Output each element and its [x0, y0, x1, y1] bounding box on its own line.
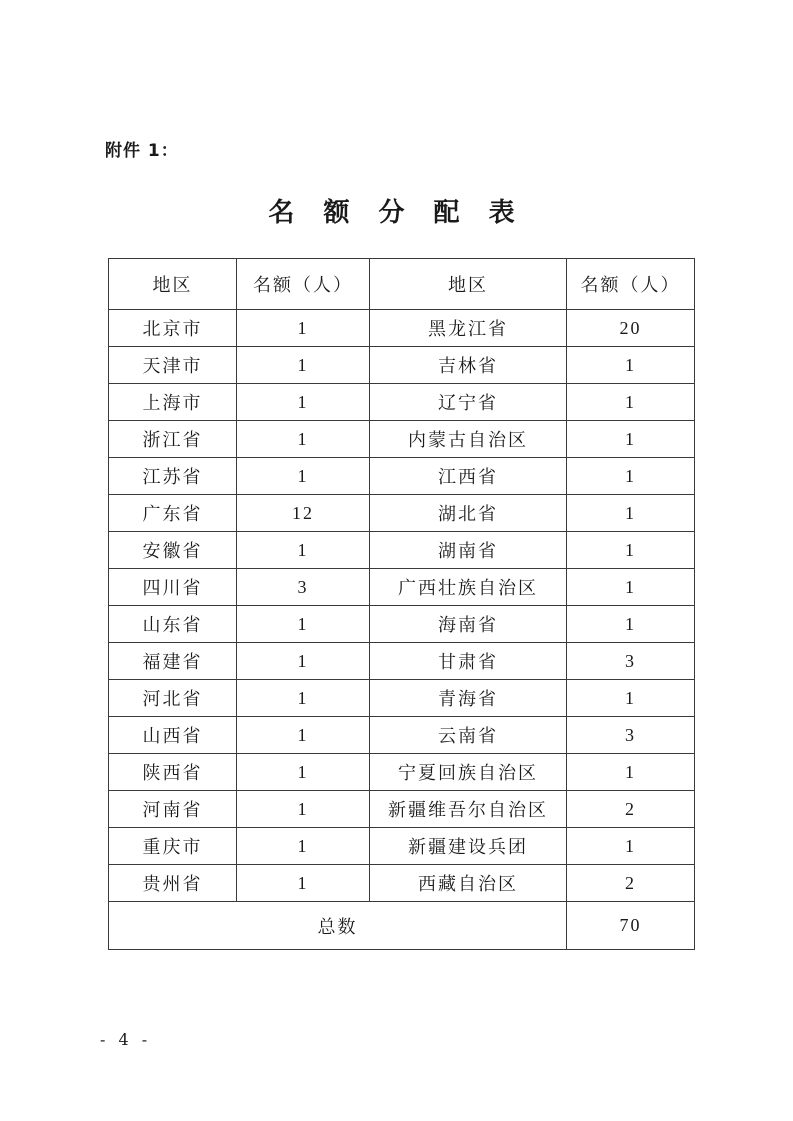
- table-header-row: [109, 259, 695, 310]
- region-cell: 江苏省: [109, 458, 237, 495]
- region-cell: 广东省: [109, 495, 237, 532]
- quota-cell: 1: [567, 569, 695, 606]
- quota-cell: 1: [237, 421, 370, 458]
- region-cell: 黑龙江省: [370, 310, 567, 347]
- table-row: [109, 791, 695, 828]
- quota-cell: 1: [567, 347, 695, 384]
- region-cell: 湖南省: [370, 532, 567, 569]
- table-row: [109, 865, 695, 902]
- header-region-2: 地区: [370, 259, 567, 310]
- quota-cell: 1: [237, 717, 370, 754]
- region-cell: 广西壮族自治区: [370, 569, 567, 606]
- total-label: 总数: [109, 902, 567, 950]
- quota-cell: 20: [567, 310, 695, 347]
- table-row: [109, 680, 695, 717]
- quota-cell: 1: [237, 606, 370, 643]
- quota-cell: 1: [237, 754, 370, 791]
- quota-cell: 1: [567, 384, 695, 421]
- quota-cell: 1: [567, 754, 695, 791]
- region-cell: 安徽省: [109, 532, 237, 569]
- region-cell: 福建省: [109, 643, 237, 680]
- quota-cell: 1: [237, 458, 370, 495]
- table-row: [109, 532, 695, 569]
- region-cell: 云南省: [370, 717, 567, 754]
- region-cell: 北京市: [109, 310, 237, 347]
- quota-cell: 1: [237, 384, 370, 421]
- table-row: [109, 384, 695, 421]
- quota-cell: 1: [567, 458, 695, 495]
- region-cell: 浙江省: [109, 421, 237, 458]
- quota-table: [108, 258, 695, 950]
- region-cell: 河南省: [109, 791, 237, 828]
- total-value: 70: [567, 902, 695, 950]
- region-cell: 江西省: [370, 458, 567, 495]
- region-cell: 四川省: [109, 569, 237, 606]
- attachment-label: 附件 1：: [105, 141, 179, 161]
- total-row: [109, 902, 695, 950]
- quota-cell: 12: [237, 495, 370, 532]
- region-cell: 重庆市: [109, 828, 237, 865]
- table-row: [109, 310, 695, 347]
- page-title: 名 额 分 配 表: [268, 198, 525, 228]
- quota-cell: 1: [567, 532, 695, 569]
- table-row: [109, 421, 695, 458]
- header-region-1: 地区: [109, 259, 237, 310]
- region-cell: 海南省: [370, 606, 567, 643]
- quota-cell: 1: [237, 791, 370, 828]
- quota-cell: 1: [237, 310, 370, 347]
- quota-cell: 1: [567, 495, 695, 532]
- region-cell: 上海市: [109, 384, 237, 421]
- table-row: [109, 754, 695, 791]
- quota-cell: 1: [237, 347, 370, 384]
- quota-cell: 1: [567, 680, 695, 717]
- table-row: [109, 569, 695, 606]
- region-cell: 山东省: [109, 606, 237, 643]
- table-row: [109, 643, 695, 680]
- quota-cell: 1: [567, 828, 695, 865]
- quota-cell: 1: [567, 421, 695, 458]
- quota-cell: 1: [237, 865, 370, 902]
- quota-cell: 3: [237, 569, 370, 606]
- quota-cell: 1: [237, 828, 370, 865]
- quota-cell: 3: [567, 717, 695, 754]
- region-cell: 山西省: [109, 717, 237, 754]
- region-cell: 辽宁省: [370, 384, 567, 421]
- region-cell: 新疆维吾尔自治区: [370, 791, 567, 828]
- region-cell: 贵州省: [109, 865, 237, 902]
- quota-cell: 2: [567, 865, 695, 902]
- header-quota-1: 名额（人）: [237, 259, 370, 310]
- quota-cell: 1: [237, 643, 370, 680]
- region-cell: 青海省: [370, 680, 567, 717]
- quota-cell: 2: [567, 791, 695, 828]
- page-number: - 4 -: [100, 1030, 152, 1049]
- header-quota-2: 名额（人）: [567, 259, 695, 310]
- region-cell: 吉林省: [370, 347, 567, 384]
- table-row: [109, 828, 695, 865]
- table-row: [109, 458, 695, 495]
- region-cell: 湖北省: [370, 495, 567, 532]
- region-cell: 河北省: [109, 680, 237, 717]
- region-cell: 新疆建设兵团: [370, 828, 567, 865]
- table-row: [109, 717, 695, 754]
- table-row: [109, 606, 695, 643]
- table-row: [109, 347, 695, 384]
- region-cell: 西藏自治区: [370, 865, 567, 902]
- quota-cell: 3: [567, 643, 695, 680]
- table-row: [109, 495, 695, 532]
- region-cell: 天津市: [109, 347, 237, 384]
- region-cell: 宁夏回族自治区: [370, 754, 567, 791]
- quota-cell: 1: [237, 680, 370, 717]
- region-cell: 甘肃省: [370, 643, 567, 680]
- quota-cell: 1: [567, 606, 695, 643]
- region-cell: 陕西省: [109, 754, 237, 791]
- quota-cell: 1: [237, 532, 370, 569]
- region-cell: 内蒙古自治区: [370, 421, 567, 458]
